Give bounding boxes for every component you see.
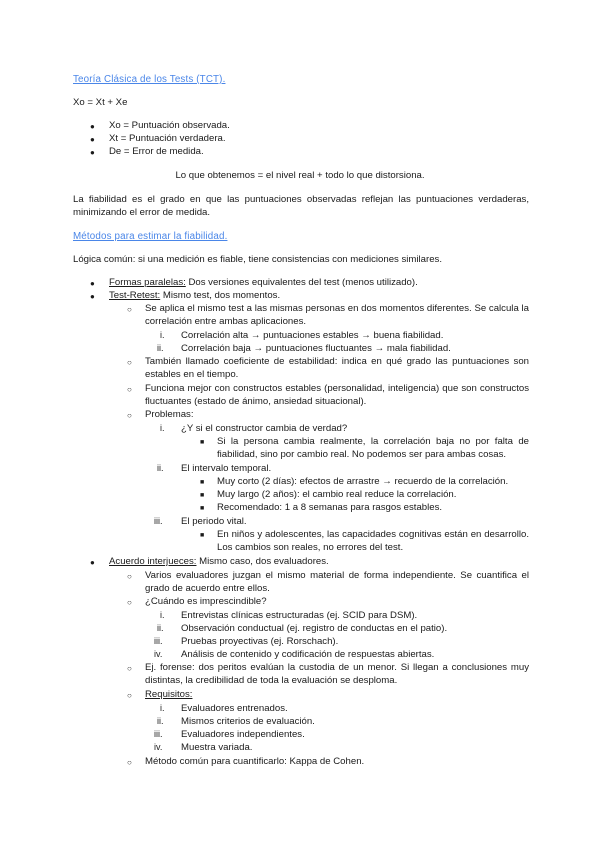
formas-paralelas-text: Dos versiones equivalentes del test (menos utilizado). bbox=[185, 277, 418, 288]
ac-case-4: Análisis de contenido y codificación de respuestas abiertas. bbox=[181, 649, 435, 660]
ac-req-2: Mismos criterios de evaluación. bbox=[181, 716, 315, 727]
roman-marker: i. bbox=[160, 330, 165, 340]
methods-heading-link[interactable]: Métodos para estimar la fiabilidad. bbox=[73, 231, 228, 242]
def-de: De = Error de medida. bbox=[109, 146, 204, 157]
circle-marker: ○ bbox=[127, 385, 132, 394]
common-logic: Lógica común: si una medición es fiable, tiene consistencias con mediciones similares. bbox=[73, 254, 443, 265]
square-bullet-marker: ■ bbox=[200, 532, 205, 539]
ac-case-1: Entrevistas clínicas estructuradas (ej. SCID para DSM). bbox=[181, 610, 418, 621]
roman-marker: ii. bbox=[157, 623, 164, 633]
tr-problems: Problemas: bbox=[145, 409, 194, 420]
roman-marker: iii. bbox=[154, 729, 163, 739]
bullet-marker: ● bbox=[90, 279, 95, 288]
circle-marker: ○ bbox=[127, 664, 132, 673]
roman-marker: i. bbox=[160, 423, 165, 433]
tr-point-1: Se aplica el mismo test a las mismas personas en dos momentos diferentes. Se calcula la correlación entre ambas aplicaciones. bbox=[145, 303, 529, 328]
roman-marker: iii. bbox=[154, 516, 163, 526]
tr-q2-item-2: Muy largo (2 años): el cambio real reduce la correlación. bbox=[217, 489, 457, 500]
tr-q1: ¿Y si el constructor cambia de verdad? bbox=[181, 423, 348, 434]
bullet-marker: ● bbox=[90, 135, 95, 144]
tr-point-2: También llamado coeficiente de estabilidad: indica en qué grado las puntuaciones son estables en el tiempo. bbox=[145, 356, 529, 381]
circle-marker: ○ bbox=[127, 358, 132, 367]
square-bullet-marker: ■ bbox=[200, 505, 205, 512]
tr-q3-text: En niños y adolescentes, las capacidades cognitivas están en desarrollo. Los cambios son reales, no errores del test. bbox=[217, 529, 529, 554]
roman-marker: ii. bbox=[157, 716, 164, 726]
circle-marker: ○ bbox=[127, 598, 132, 607]
circle-marker: ○ bbox=[127, 691, 132, 700]
tr-q2-item-3: Recomendado: 1 a 8 semanas para rasgos estables. bbox=[217, 502, 443, 513]
roman-marker: iv. bbox=[154, 742, 163, 752]
ac-requisitos: Requisitos: bbox=[145, 689, 193, 700]
tr-q1-text: Si la persona cambia realmente, la correlación baja no por falta de fiabilidad, sino por cambio real. No podemos ser para ambas cosas. bbox=[217, 436, 529, 461]
ac-point-2: ¿Cuándo es imprescindible? bbox=[145, 596, 267, 607]
ac-req-1: Evaluadores entrenados. bbox=[181, 703, 288, 714]
circle-marker: ○ bbox=[127, 572, 132, 581]
acuerdo-item bbox=[109, 555, 329, 568]
formas-paralelas-item bbox=[109, 276, 418, 289]
roman-marker: iii. bbox=[154, 636, 163, 646]
def-xo: Xo = Puntuación observada. bbox=[109, 120, 230, 131]
tr-q2-item-1: Muy corto (2 días): efectos de arrastre → recuerdo de la correlación. bbox=[217, 476, 509, 487]
ac-case-2: Observación conductual (ej. registro de conductas en el patio). bbox=[181, 623, 448, 634]
ac-point-3: Ej. forense: dos peritos evalúan la custodia de un menor. Si llegan a conclusiones muy distintas, la credibilidad de toda la evaluación se desploma. bbox=[145, 662, 529, 687]
bullet-marker: ● bbox=[90, 558, 95, 567]
roman-marker: i. bbox=[160, 610, 165, 620]
square-bullet-marker: ■ bbox=[200, 492, 205, 499]
circle-marker: ○ bbox=[127, 411, 132, 420]
bullet-marker: ● bbox=[90, 148, 95, 157]
reliability-paragraph: La fiabilidad es el grado en que las puntuaciones observadas reflejan las puntuaciones verdaderas, minimizando el error de medida. bbox=[73, 194, 529, 219]
circle-marker: ○ bbox=[127, 305, 132, 314]
center-quote: Lo que obtenemos = el nivel real + todo lo que distorsiona. bbox=[175, 170, 425, 181]
tr-point-3: Funciona mejor con constructos estables (personalidad, inteligencia) que son constructos fluctuantes (estado de ánimo, ansiedad situacional). bbox=[145, 383, 529, 408]
acuerdo-text: Mismo caso, dos evaluadores. bbox=[196, 556, 329, 567]
ac-req-4: Muestra variada. bbox=[181, 742, 253, 753]
ac-point-5: Método común para cuantificarlo: Kappa de Cohen. bbox=[145, 756, 365, 767]
roman-marker: ii. bbox=[157, 343, 164, 353]
roman-marker: i. bbox=[160, 703, 165, 713]
roman-marker: ii. bbox=[157, 463, 164, 473]
circle-marker: ○ bbox=[127, 758, 132, 767]
ac-req-3: Evaluadores independientes. bbox=[181, 729, 305, 740]
ac-case-3: Pruebas proyectivas (ej. Rorschach). bbox=[181, 636, 339, 647]
acuerdo-label: Acuerdo interjueces: bbox=[109, 556, 197, 567]
formas-paralelas-label: Formas paralelas: bbox=[109, 277, 186, 288]
square-bullet-marker: ■ bbox=[200, 479, 205, 486]
bullet-marker: ● bbox=[90, 292, 95, 301]
square-bullet-marker: ■ bbox=[200, 439, 205, 446]
ac-point-1: Varios evaluadores juzgan el mismo material de forma independiente. Se cuantifica el grado de acuerdo entre ellos. bbox=[145, 570, 529, 595]
tr-q3: El periodo vital. bbox=[181, 516, 247, 527]
tct-heading-link[interactable]: Teoría Clásica de los Tests (TCT). bbox=[73, 74, 226, 85]
tr-corr-low: Correlación baja → puntuaciones fluctuantes → mala fiabilidad. bbox=[181, 343, 451, 354]
test-retest-label: Test-Retest: bbox=[109, 290, 161, 301]
tct-formula: Xo = Xt + Xe bbox=[73, 97, 128, 108]
tr-corr-high: Correlación alta → puntuaciones estables → buena fiabilidad. bbox=[181, 330, 444, 341]
test-retest-text: Mismo test, dos momentos. bbox=[160, 290, 281, 301]
test-retest-item bbox=[109, 289, 280, 302]
def-xt: Xt = Puntuación verdadera. bbox=[109, 133, 226, 144]
roman-marker: iv. bbox=[154, 649, 163, 659]
bullet-marker: ● bbox=[90, 122, 95, 131]
tr-q2: El intervalo temporal. bbox=[181, 463, 272, 474]
